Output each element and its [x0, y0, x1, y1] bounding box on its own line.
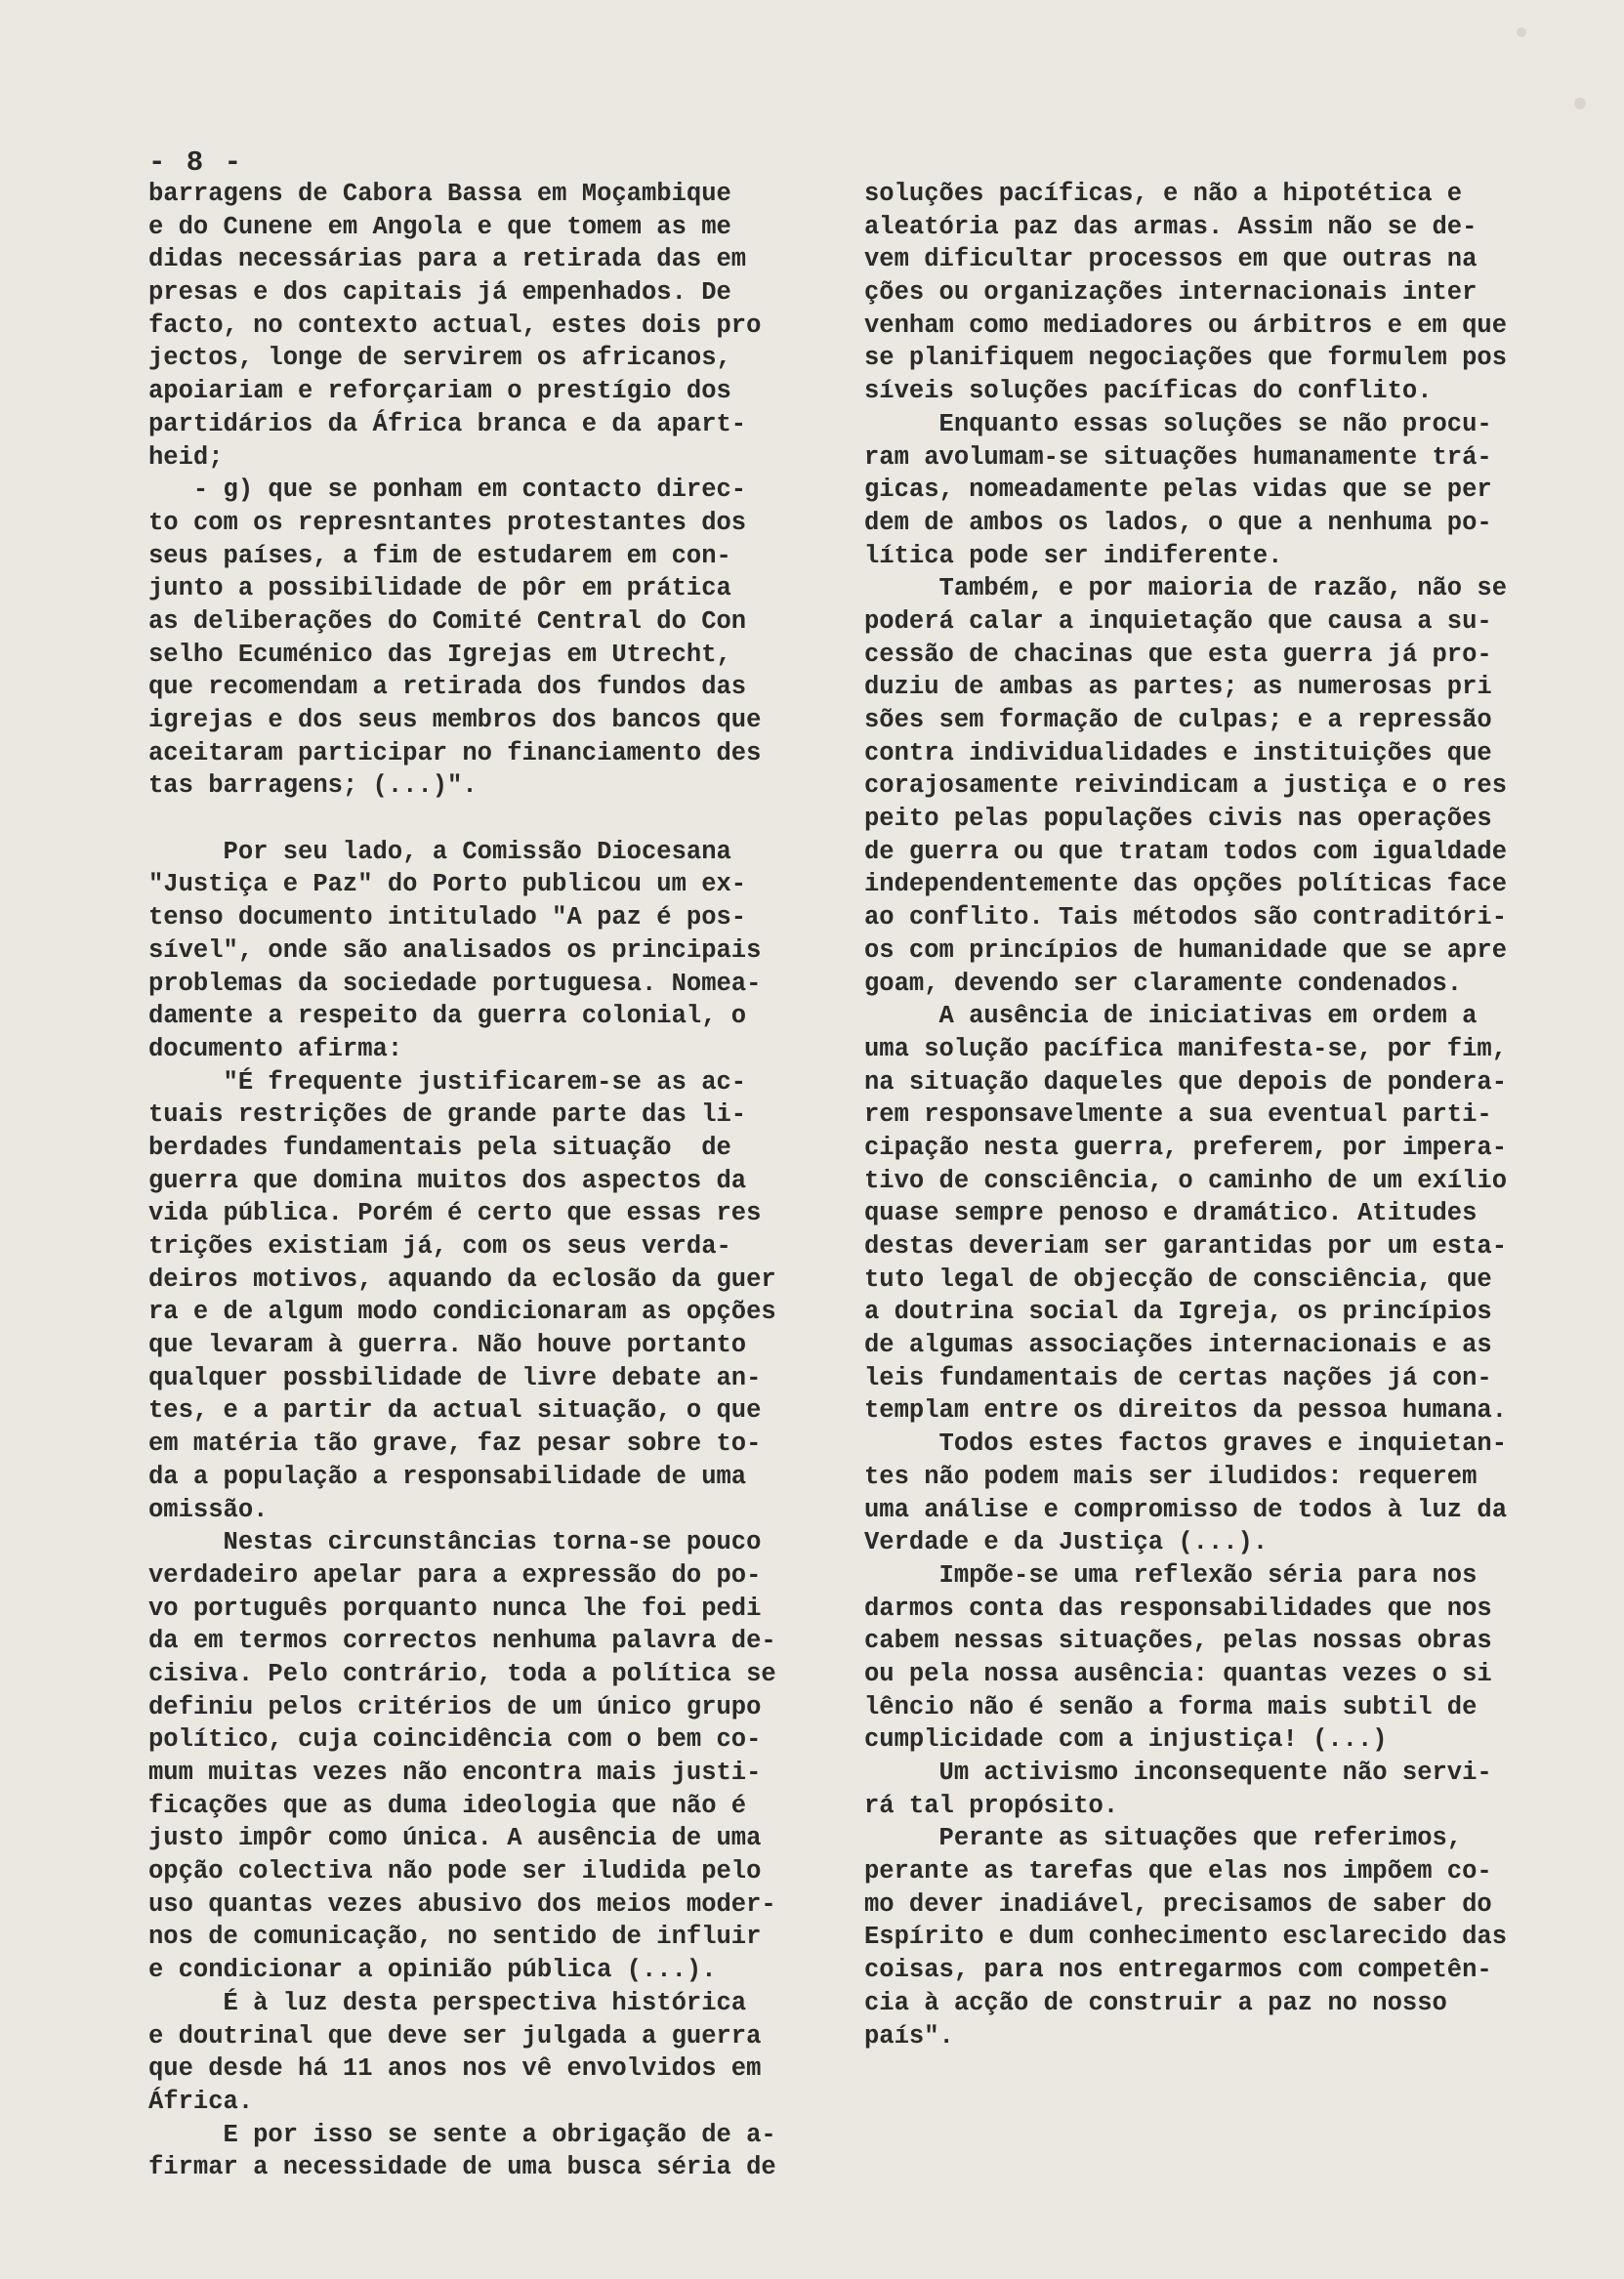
text-line: tes não podem mais ser iludidos: requerem: [864, 1462, 1478, 1491]
text-line: apoiariam e reforçariam o prestígio dos: [148, 377, 731, 406]
text-line: selho Ecuménico das Igrejas em Utrecht,: [148, 640, 731, 669]
text-line: firmar a necessidade de uma busca séria de: [148, 2153, 776, 2182]
text-line: contra individualidades e instituições que: [864, 738, 1492, 767]
text-line: heid;: [148, 442, 224, 472]
text-line: corajosamente reivindicam a justiça e o res: [864, 771, 1508, 801]
text-line: que levaram à guerra. Não houve portanto: [148, 1331, 747, 1360]
text-line: gicas, nomeadamente pelas vidas que se per: [864, 476, 1492, 505]
text-line: ram avolumam-se situações humanamente trá-: [864, 442, 1492, 472]
text-line: aceitaram participar no financiamento des: [148, 738, 762, 767]
text-line: dem de ambos os lados, o que a nenhuma po-: [864, 508, 1492, 537]
paper-stain-top-right: [1517, 27, 1526, 37]
text-line: "Justiça e Paz" do Porto publicou um ex-: [148, 870, 747, 899]
text-line: lêncio não é senão a forma mais subtil de: [864, 1692, 1478, 1721]
page-number: - 8 -: [148, 146, 244, 179]
text-line: tivo de consciência, o caminho de um exílio: [864, 1166, 1508, 1195]
text-line: - g) que se ponham em contacto direc-: [148, 476, 747, 505]
text-line: cia à acção de construir a paz no nosso: [864, 1988, 1447, 2017]
text-line: em matéria tão grave, faz pesar sobre to-: [148, 1430, 762, 1459]
left-column: [148, 178, 852, 2184]
right-column: [864, 178, 1567, 2052]
text-line: duziu de ambas as partes; as numerosas pri: [864, 673, 1492, 702]
text-line: Impõe-se uma reflexão séria para nos: [864, 1560, 1478, 1590]
text-line: independentemente das opções políticas face: [864, 870, 1508, 899]
text-line: a doutrina social da Igreja, os princípios: [864, 1298, 1492, 1327]
text-line: ções ou organizações internacionais inter: [864, 278, 1478, 308]
text-line: Também, e por maioria de razão, não se: [864, 574, 1508, 603]
text-line: Perante as situações que referimos,: [864, 1824, 1463, 1853]
text-line: sível", onde são analisados os principais: [148, 935, 762, 965]
text-line: darmos conta das responsabilidades que nos: [864, 1594, 1492, 1623]
text-line: e doutrinal que deve ser julgada a guerra: [148, 2021, 762, 2051]
text-line: templam entre os direitos da pessoa humana.: [864, 1396, 1508, 1426]
text-line: cabem nessas situações, pelas nossas obras: [864, 1627, 1492, 1656]
text-line: rem responsavelmente a sua eventual parti-: [864, 1100, 1492, 1130]
text-line: uso quantas vezes abusivo dos meios moder-: [148, 1889, 776, 1919]
text-line: damente a respeito da guerra colonial, o: [148, 1002, 747, 1031]
text-line: de algumas associações internacionais e as: [864, 1331, 1492, 1360]
text-line: igrejas e dos seus membros dos bancos que: [148, 706, 762, 734]
paper-stain-right: [1574, 98, 1586, 109]
text-line: uma solução pacífica manifesta-se, por fim,: [864, 1034, 1508, 1063]
text-line: mo dever inadiável, precisamos de saber do: [864, 1889, 1492, 1919]
text-line: se planifiquem negociações que formulem pos: [864, 344, 1508, 373]
text-line: aleatória paz das armas. Assim não se de-: [864, 212, 1478, 241]
text-line: cipação nesta guerra, preferem, por impera-: [864, 1133, 1508, 1162]
text-line: peito pelas populações civis nas operações: [864, 805, 1492, 834]
text-line: qualquer possbilidade de livre debate an-: [148, 1363, 762, 1392]
text-line: seus países, a fim de estudarem em con-: [148, 541, 731, 570]
text-line: [148, 803, 852, 836]
text-line: vida pública. Porém é certo que essas res: [148, 1199, 762, 1228]
text-line: tas barragens; (...)".: [148, 771, 478, 801]
text-line: Por seu lado, a Comissão Diocesana: [148, 837, 731, 866]
text-line: que desde há 11 anos nos vê envolvidos em: [148, 2054, 762, 2084]
text-line: leis fundamentais de certas nações já con-: [864, 1363, 1492, 1392]
text-line: documento afirma:: [148, 1034, 403, 1063]
text-line: destas deveriam ser garantidas por um esta-: [864, 1232, 1508, 1261]
text-line: soluções pacíficas, e não a hipotética e: [864, 180, 1463, 208]
text-line: coisas, para nos entregarmos com competên-: [864, 1956, 1492, 1985]
text-line: to com os represntantes protestantes dos: [148, 508, 747, 537]
text-line: de guerra ou que tratam todos com igualdade: [864, 837, 1508, 866]
text-line: poderá calar a inquietação que causa a su-: [864, 606, 1492, 636]
text-line: perante as tarefas que elas nos impõem co-: [864, 1857, 1492, 1886]
text-line: presas e dos capitais já empenhados. De: [148, 278, 731, 308]
text-line: junto a possibilidade de pôr em prática: [148, 574, 731, 603]
text-line: Nestas circunstâncias torna-se pouco: [148, 1528, 762, 1557]
text-line: Espírito e dum conhecimento esclarecido das: [864, 1923, 1508, 1952]
text-line: Verdade e da Justiça (...).: [864, 1528, 1269, 1557]
text-line: ou pela nossa ausência: quantas vezes o si: [864, 1659, 1492, 1688]
text-line: "É frequente justificarem-se as ac-: [148, 1067, 747, 1097]
text-line: e do Cunene em Angola e que tomem as me: [148, 212, 731, 241]
text-line: cumplicidade com a injustiça! (...): [864, 1725, 1388, 1755]
text-line: lítica pode ser indiferente.: [864, 541, 1283, 570]
text-line: as deliberações do Comité Central do Con: [148, 606, 747, 636]
text-line: político, cuja coincidência com o bem co-: [148, 1725, 762, 1755]
text-line: nos de comunicação, no sentido de influir: [148, 1923, 762, 1952]
text-line: da em termos correctos nenhuma palavra de-: [148, 1627, 776, 1656]
text-line: país".: [864, 2021, 954, 2051]
text-line: verdadeiro apelar para a expressão do po-: [148, 1560, 762, 1590]
text-line: berdades fundamentais pela situação de: [148, 1133, 731, 1162]
text-line: facto, no contexto actual, estes dois pro: [148, 311, 762, 340]
text-line: ao conflito. Tais métodos são contraditóri-: [864, 903, 1508, 932]
text-line: síveis soluções pacíficas do conflito.: [864, 377, 1433, 406]
text-line: Todos estes factos graves e inquietan-: [864, 1430, 1508, 1459]
text-line: da a população a responsabilidade de uma: [148, 1462, 747, 1491]
text-line: Enquanto essas soluções se não procu-: [864, 409, 1492, 438]
text-line: tuto legal de objecção de consciência, que: [864, 1264, 1492, 1294]
text-line: vo português porquanto nunca lhe foi pedi: [148, 1594, 762, 1623]
text-line: omissão.: [148, 1495, 269, 1524]
text-line: didas necessárias para a retirada das em: [148, 245, 747, 274]
text-line: quase sempre penoso e dramático. Atitudes: [864, 1199, 1478, 1228]
text-line: goam, devendo ser claramente condenados.: [864, 969, 1463, 998]
text-line: uma análise e compromisso de todos à luz da: [864, 1495, 1508, 1524]
text-line: jectos, longe de servirem os africanos,: [148, 344, 731, 373]
text-line: que recomendam a retirada dos fundos das: [148, 673, 747, 702]
text-line: definiu pelos critérios de um único grupo: [148, 1692, 762, 1721]
text-line: deiros motivos, aquando da eclosão da guer: [148, 1264, 776, 1294]
text-line: barragens de Cabora Bassa em Moçambique: [148, 180, 731, 208]
text-line: os com princípios de humanidade que se apre: [864, 935, 1508, 965]
text-line: e condicionar a opinião pública (...).: [148, 1956, 717, 1985]
text-line: Um activismo inconsequente não servi-: [864, 1759, 1492, 1787]
text-line: na situação daqueles que depois de pondera-: [864, 1067, 1508, 1097]
text-line: guerra que domina muitos dos aspectos da: [148, 1166, 747, 1195]
text-line: tuais restrições de grande parte das li-: [148, 1100, 747, 1130]
text-line: ra e de algum modo condicionaram as opções: [148, 1298, 776, 1327]
text-line: vem dificultar processos em que outras na: [864, 245, 1478, 274]
text-line: E por isso se sente a obrigação de a-: [148, 2120, 776, 2149]
text-line: É à luz desta perspectiva histórica: [148, 1988, 747, 2017]
text-line: trições existiam já, com os seus verda-: [148, 1232, 731, 1261]
text-line: rá tal propósito.: [864, 1791, 1119, 1820]
text-line: África.: [148, 2087, 254, 2116]
text-line: partidários da África branca e da apart-: [148, 409, 747, 438]
text-line: sões sem formação de culpas; e a repressão: [864, 706, 1492, 734]
text-line: justo impôr como única. A ausência de uma: [148, 1824, 762, 1853]
text-line: tenso documento intitulado "A paz é pos-: [148, 903, 747, 932]
text-line: cisiva. Pelo contrário, toda a política se: [148, 1659, 776, 1688]
text-line: venham como mediadores ou árbitros e em que: [864, 311, 1508, 340]
text-line: opção colectiva não pode ser iludida pelo: [148, 1857, 762, 1886]
text-line: cessão de chacinas que esta guerra já pro-: [864, 640, 1492, 669]
text-line: A ausência de iniciativas em ordem a: [864, 1002, 1478, 1031]
text-line: problemas da sociedade portuguesa. Nomea-: [148, 969, 762, 998]
text-line: ficações que as duma ideologia que não é: [148, 1791, 747, 1820]
text-line: tes, e a partir da actual situação, o que: [148, 1396, 762, 1426]
text-line: mum muitas vezes não encontra mais justi-: [148, 1759, 762, 1787]
